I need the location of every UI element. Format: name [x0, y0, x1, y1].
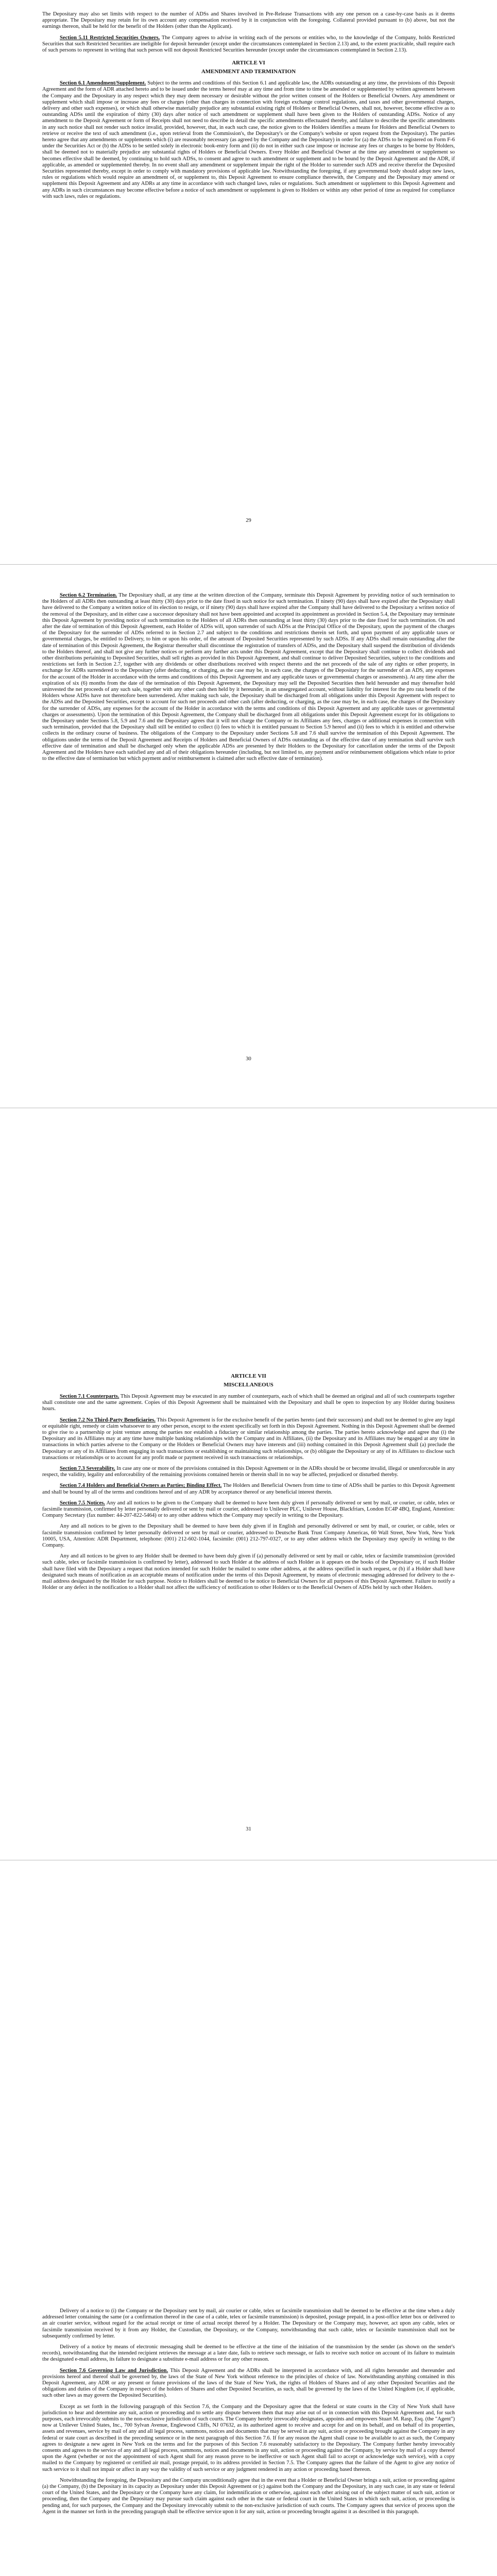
section-7-5	[42, 1500, 455, 1519]
section-text: The Company agrees to advise in writing each of the persons or entities who, to the knowledge of the Company, holds Restricted Securities that such Restricted Securities are ineligible for deposit hereunder (except under the circumstances contemplated in Section 2.13) and, to the extent practicable, shall require each of such persons to represent in writing that such person will not deposit Restricted Securities hereunder (except under the circumstances contemplated in Section 2.13).	[42, 35, 455, 54]
paragraph: Except as set forth in the following paragraph of this Section 7.6, the Company and the Depositary agree that the federal or state courts in the City of New York shall have jurisdiction to hear and determine any suit, action or proceeding and to settle any dispute between them that may arise out of or in connection with this Deposit Agreement and, for such purposes, each irrevocably submits to the non-exclusive jurisdiction of such courts. The Company hereby irrevocably designates, appoints and empowers Stuart M. Rasp, Esq. (the "Agent") now at Unilever United States, Inc., 700 Sylvan Avenue, Englewood Cliffs, NJ 07632, as its authorized agent to receive and accept for and on its behalf, and on behalf of its properties, assets and revenues, service by mail of any and all legal process, summons, notices and documents that may be served in any suit, action or proceeding brought against the Company in any federal or state court as described in the preceding sentence or in the next paragraph of this Section 7.6. If for any reason the Agent shall cease to be available to act as such, the Company agrees to designate a new agent in New York on the terms and for the purposes of this Section 7.6 reasonably satisfactory to the Depositary. The Company further hereby irrevocably consents and agrees to the service of any and all legal process, summons, notices and documents in any suit, action or proceeding against the Company, by service by mail of a copy thereof upon the Agent (whether or not the appointment of such Agent shall for any reason prove to be ineffective or such Agent shall fail to accept or acknowledge such service), with a copy mailed to the Company by registered or certified air mail, postage prepaid, to its address provided in Section 7.5. The Company agrees that the failure of the Agent to give any notice of such service to it shall not impair or affect in any way the validity of such service or any judgment rendered in any action or proceeding based thereon.	[42, 2403, 455, 2472]
section-title: Section 6.2 Termination.	[60, 592, 117, 598]
section-title: Section 5.11 Restricted Securities Owners.	[60, 35, 160, 41]
paragraph: The Depositary may also set limits with respect to the number of ADSs and Shares involved in Pre-Release Transactions with any one person on a case-by-case basis as it deems appropriate. The Depositary may retain for its own account any compensation received by it in conjunction with the foregoing. Collateral provided pursuant to (b) above, but not the earnings thereon, shall be held for the benefit of the Holders (other than the Applicant).	[42, 11, 455, 30]
section-title: Section 7.2 No Third-Party Beneficiaries.	[60, 1417, 156, 1423]
section-7-4	[42, 1483, 455, 1495]
section-title: Section 7.6 Governing Law and Jurisdiction.	[60, 2367, 168, 2374]
paragraph: Any and all notices to be given to the Depositary shall be deemed to have been duly given if in English and personally delivered or sent by mail, or courier, or cable, telex or facsimile transmission confirmed by letter personally delivered or sent by mail or courier, addressed to Deutsche Bank Trust Company Americas, 60 Wall Street, New York, New York 10005, USA, Attention: ADR Department, telephone: (001) 212-602-1044, facsimile: (001) 212-797-0327, or to any other address which the Depositary may specify in writing to the Company.	[42, 1523, 455, 1549]
paragraph: Delivery of a notice to (i) the Company or the Depositary sent by mail, air courier or cable, telex or facsimile transmission shall be deemed to be effective at the time when a duly addressed letter containing the same (or a confirmation thereof in the case of a cable, telex or facsimile transmission) is deposited, postage prepaid, in a post-office letter box or delivered to an air courier service, without regard for the actual receipt or time of actual receipt thereof by a Holder. The Depositary or the Company may, however, act upon any cable, telex or facsimile transmission received by it from any Holder, the Custodian, the Depositary, or the Company, notwithstanding that such cable, telex or facsimile transmission shall not be subsequently confirmed by letter.	[42, 2308, 455, 2339]
section-7-1	[42, 1394, 455, 1413]
page-number: 29	[246, 518, 251, 523]
section-title: Section 7.3 Severability.	[60, 1466, 115, 1472]
article-number: ARTICLE VI	[232, 60, 265, 66]
section-title: Section 7.1 Counterparts.	[60, 1394, 119, 1399]
section-title: Section 7.5 Notices.	[60, 1500, 105, 1506]
page-32	[0, 2308, 497, 2520]
section-text: This Deposit Agreement is for the exclusive benefit of the parties hereto (and their successors) and shall not be deemed to give any legal or equitable right, remedy or claim whatsoever to any other person, except to the extent specifically set forth in this Deposit Agreement. Nothing in this Deposit Agreement shall be deemed to give rise to a partnership or joint venture among the parties nor establish a fiduciary or similar relationship among the parties. The parties hereto acknowledge and agree that (i) the Depositary and its Affiliates may at any time have multiple banking relationships with the Company and its Affiliates, (ii) the Depositary and its Affiliates may be engaged at any time in transactions in which parties adverse to the Company or the Holders or Beneficial Owners may have interests and (iii) nothing contained in this Deposit Agreement shall (a) preclude the Depositary or any of its Affiliates from engaging in such transactions or establishing or maintaining such relationships, or (b) obligate the Depositary or any of its Affiliates to disclose such transactions or relationships or to account for any profit made or payment received in such transactions or relationships.	[42, 1417, 455, 1461]
page-number: 30	[246, 1056, 251, 1062]
section-7-6	[42, 2368, 455, 2399]
section-title: Section 7.4 Holders and Beneficial Owners as Parties; Binding Effect.	[60, 1483, 222, 1489]
paragraph: Any and all notices to be given to any Holder shall be deemed to have been duly given if (a) personally delivered or sent by mail or cable, telex or facsimile transmission (provided such cable, telex or facsimile transmission is confirmed by letter), addressed to such Holder at the address of such Holder as it appears on the books of the Depositary or, if such Holder shall have filed with the Depositary a request that notices intended for such Holder be mailed to some other address, at the address specified in such request, or (b) if a Holder shall have designated such means of notification as an acceptable means of notification under the terms of this Deposit Agreement, by means of electronic messaging addressed for delivery to the e-mail address designated by the Holder for such purpose. Notice to Holders shall be deemed to be notice to Beneficial Owners for all purposes of this Deposit Agreement. Failure to notify a Holder or any defect in the notification to a Holder shall not affect the sufficiency of notification to other Holders or to the Beneficial Owners of ADSs held by such other Holders.	[42, 1553, 455, 1591]
section-6-2	[42, 592, 455, 762]
section-text: This Deposit Agreement may be executed in any number of counterparts, each of which shall be deemed an original and all of such counterparts together shall constitute one and the same agreement. Copies of this Deposit Agreement shall be maintained with the Depositary and shall be open to inspection by any Holder during business hours.	[42, 1394, 455, 1412]
page-31	[0, 1373, 497, 1596]
section-text: In case any one or more of the provisions contained in this Deposit Agreement or in the ADRs should be or become invalid, illegal or unenforceable in any respect, the validity, legality and enforceability of the remaining provisions contained herein or therein shall in no way be affected, prejudiced or disturbed thereby.	[42, 1466, 455, 1478]
section-text: The Depositary shall, at any time at the written direction of the Company, terminate this Deposit Agreement by providing notice of such termination to the Holders of all ADRs then outstanding at least thirty (30) days prior to the date fixed in such notice for such termination. If ninety (90) days shall have expired after the Depositary shall have delivered to the Company a written notice of its election to resign, or if ninety (90) days shall have expired after the Company shall have delivered to the Depositary a written notice of the removal of the Depositary, and in either case a successor depositary shall not have been appointed and accepted its appointment as provided in Section 5.4, the Depositary may terminate this Deposit Agreement by providing notice of such termination to the Holders of all ADRs then outstanding at least thirty (30) days prior to the date fixed for such termination. On and after the date of termination of this Deposit Agreement, each Holder of ADSs will, upon surrender of such ADSs at the Principal Office of the Depositary, upon the payment of the charges of the Depositary for the surrender of ADSs referred to in Section 2.7 and subject to the conditions and restrictions therein set forth, and upon payment of any applicable taxes or governmental charges, be entitled to Delivery, to him or upon his order, of the amount of Deposited Securities represented by such ADSs. If any ADSs shall remain outstanding after the date of termination of this Deposit Agreement, the Registrar thereafter shall discontinue the registration of transfers of ADSs, and the Depositary shall suspend the distribution of dividends to the Holders thereof, and shall not give any further notices or perform any further acts under this Deposit Agreement, except that the Depositary shall continue to collect dividends and other distributions pertaining to Deposited Securities, shall sell rights as provided in this Deposit Agreement, and shall continue to deliver Deposited Securities, subject to the conditions and restrictions set forth in Section 2.7, together with any dividends or other distributions received with respect thereto and the net proceeds of the sale of any rights or other property, in exchange for ADRs surrendered to the Depositary (after deducting, or charging, as the case may be, in each case, the charges of the Depositary for the surrender of an ADS, any expenses for the account of the Holder in accordance with the terms and conditions of this Deposit Agreement and any applicable taxes or governmental charges or assessments). At any time after the expiration of six (6) months from the date of the termination of this Deposit Agreement, the Depositary may sell the Deposited Securities then held hereunder and may thereafter hold uninvested the net proceeds of any such sale, together with any other cash then held by it hereunder, in an unsegregated account, without liability for interest for the pro rata benefit of the Holders whose ADSs have not theretofore been surrendered. After making such sale, the Depositary shall be discharged from all obligations under this Deposit Agreement with respect to the ADSs and the Deposited Securities, except to account for such net proceeds and other cash (after deducting, or charging, as the case may be, in each case, the charges of the Depositary for the surrender of ADSs, any expenses for the account of the Holder in accordance with the terms and conditions of this Deposit Agreement and any applicable taxes or governmental charges or assessments). Upon the termination of this Deposit Agreement, the Company shall be discharged from all obligations under this Deposit Agreement except for its obligations to the Depositary under Sections 5.8, 5.9 and 7.6 and the Depositary agrees that it will not charge the Company or its Affiliates any fees, charges or additional expenses in connection with such termination, provided that the Depositary shall still be entitled to collect (i) fees to which it is entitled pursuant to Section 5.9 hereof and (ii) fees to which it is entitled and otherwise collects in the ordinary course of business. The obligations of the Company to the Depositary under Sections 5.8 and 7.6 shall survive the termination of this Deposit Agreement. The obligations under the terms of the Deposit Agreement and Receipts of Holders and Beneficial Owners of ADSs outstanding as of the effective date of any termination shall survive such effective date of termination and shall be discharged only when the applicable ADSs are presented by their Holders to the Depositary for cancellation under the terms of the Deposit Agreement and the Holders have each satisfied any and all of their obligations hereunder (including, but not limited to, any payment and/or reimbursement obligations which relate to prior to the effective date of termination but which payment and/or reimbursement is claimed after such effective date of termination).	[42, 592, 455, 762]
section-6-1	[42, 80, 455, 200]
section-7-2	[42, 1417, 455, 1461]
section-text: Any and all notices to be given to the Company shall be deemed to have been duly given if personally delivered or sent by mail, or courier, or cable, telex or facsimile transmission, confirmed by letter personally delivered or sent by mail or courier, addressed to Unilever PLC, Unilever House, Blackfriars, London EC4P 4BQ, England, Attention: Company Secretary (fax number: 44-207-822-5464) or to any other address which the Company may specify in writing to the Depositary.	[42, 1500, 455, 1519]
page-separator	[0, 564, 497, 565]
section-text: This Deposit Agreement and the ADRs shall be interpreted in accordance with, and all rights hereunder and thereunder and provisions hereof and thereof shall be governed by, the laws of the State of New York without reference to the principles of choice of law. Notwithstanding anything contained in this Deposit Agreement, any ADR or any present or future provisions of the laws of the State of New York, the rights of Holders of Shares and of any other Deposited Securities and the obligations and duties of the Company in respect of the holders of Shares and other Deposited Securities, as such, shall be governed by the laws of the United Kingdom (or, if applicable, such other laws as may govern the Deposited Securities).	[42, 2367, 455, 2399]
page-number: 31	[246, 1826, 251, 1832]
page-30	[0, 592, 497, 767]
section-text: The Holders and Beneficial Owners from time to time of ADSs shall be parties to this Deposit Agreement and shall be bound by all of the terms and conditions hereof and of any ADR by acceptance thereof or any beneficial interest therein.	[42, 1483, 455, 1495]
article-title: MISCELLANEOUS	[224, 1382, 273, 1388]
section-5-11	[42, 35, 455, 54]
page-29	[0, 11, 497, 205]
section-7-3	[42, 1466, 455, 1478]
paragraph: Notwithstanding the foregoing, the Depositary and the Company unconditionally agree that in the event that a Holder or Beneficial Owner brings a suit, action or proceeding against (a) the Company, (b) the Depositary in its capacity as Depositary under this Deposit Agreement or (c) against both the Company and the Depositary, in any such case, in any state or federal court of the United States, and the Depositary or the Company have any claim, for indemnification or otherwise, against each other arising out of the subject matter of such suit, action or proceeding, then the Company and the Depositary may pursue such claim against each other in the state or federal court in the United States in which such suit, action, or proceeding is pending and, for such purposes, the Company and the Depositary irrevocably submit to the non-exclusive jurisdiction of such courts. The Company agrees that service of process upon the Agent in the manner set forth in the preceding paragraph shall be effective service upon it for any suit, action or proceeding brought against it as described in this paragraph.	[42, 2477, 455, 2515]
article-number: ARTICLE VII	[231, 1373, 266, 1379]
paragraph: Delivery of a notice by means of electronic messaging shall be deemed to be effective at the time of the initiation of the transmission by the sender (as shown on the sender's records), notwithstanding that the intended recipient retrieves the message at a later date, fails to retrieve such message, or fails to receive such notice on account of its failure to maintain the designated e-mail address, its failure to designate a substitute e-mail address or for any other reason.	[42, 2344, 455, 2363]
article-title: AMENDMENT AND TERMINATION	[201, 69, 296, 75]
section-title: Section 6.1 Amendment/Supplement.	[60, 80, 146, 87]
section-text: Subject to the terms and conditions of this Section 6.1 and applicable law, the ADRs outstanding at any time, the provisions of this Deposit Agreement and the form of ADR attached hereto and to be issued under the terms hereof may at any time and from time to time be amended or supplemented by written agreement between the Company and the Depositary in any respect which they may deem necessary or desirable without the prior written consent of the Holders or Beneficial Owners. Any amendment or supplement which shall impose or increase any fees or charges (other than charges in connection with foreign exchange control regulations, and taxes and other governmental charges, delivery and other such expenses), or which shall otherwise materially prejudice any substantial existing right of Holders or Beneficial Owners, shall not, however, become effective as to outstanding ADSs until the expiration of thirty (30) days after notice of such amendment or supplement shall have been given to the Holders of outstanding ADSs. Notice of any amendment to the Deposit Agreement or form of Receipts shall not need to describe in detail the specific amendments effectuated thereby, and failure to describe the specific amendments in any such notice shall not render such notice invalid, provided, however, that, in each such case, the notice given to the Holders identifies a means for Holders and Beneficial Owners to retrieve or receive the text of such amendment (i.e., upon retrieval from the Commission's, the Depositary's or the Company's website or upon request from the Depositary). The parties hereto agree that any amendments or supplements which (i) are reasonably necessary (as agreed by the Company and the Depositary) in order for (a) the ADSs to be registered on Form F-6 under the Securities Act or (b) the ADSs to be settled solely in electronic book-entry form and (ii) do not in either such case impose or increase any fees or charges to be borne by Holders, shall be deemed not to materially prejudice any substantial rights of Holders or Beneficial Owners. Every Holder and Beneficial Owner at the time any amendment or supplement so becomes effective shall be deemed, by continuing to hold such ADSs, to consent and agree to such amendment or supplement and to be bound by the Deposit Agreement and the ADR, if applicable, as amended or supplemented thereby. In no event shall any amendment or supplement impair the right of the Holder to surrender such ADS and receive therefor the Deposited Securities represented thereby, except in order to comply with mandatory provisions of applicable law. Notwithstanding the foregoing, if any governmental body should adopt new laws, rules or regulations which would require an amendment of, or supplement to, this Deposit Agreement to ensure compliance therewith, the Company and the Depositary may amend or supplement this Deposit Agreement and any ADRs at any time in accordance with such changed laws, rules or regulations. Such amendment or supplement to this Deposit Agreement and any ADRs in such circumstances may become effective before a notice of such amendment or supplement is given to Holders or within any other period of time as required for compliance with such laws, rules or regulations.	[42, 80, 455, 199]
